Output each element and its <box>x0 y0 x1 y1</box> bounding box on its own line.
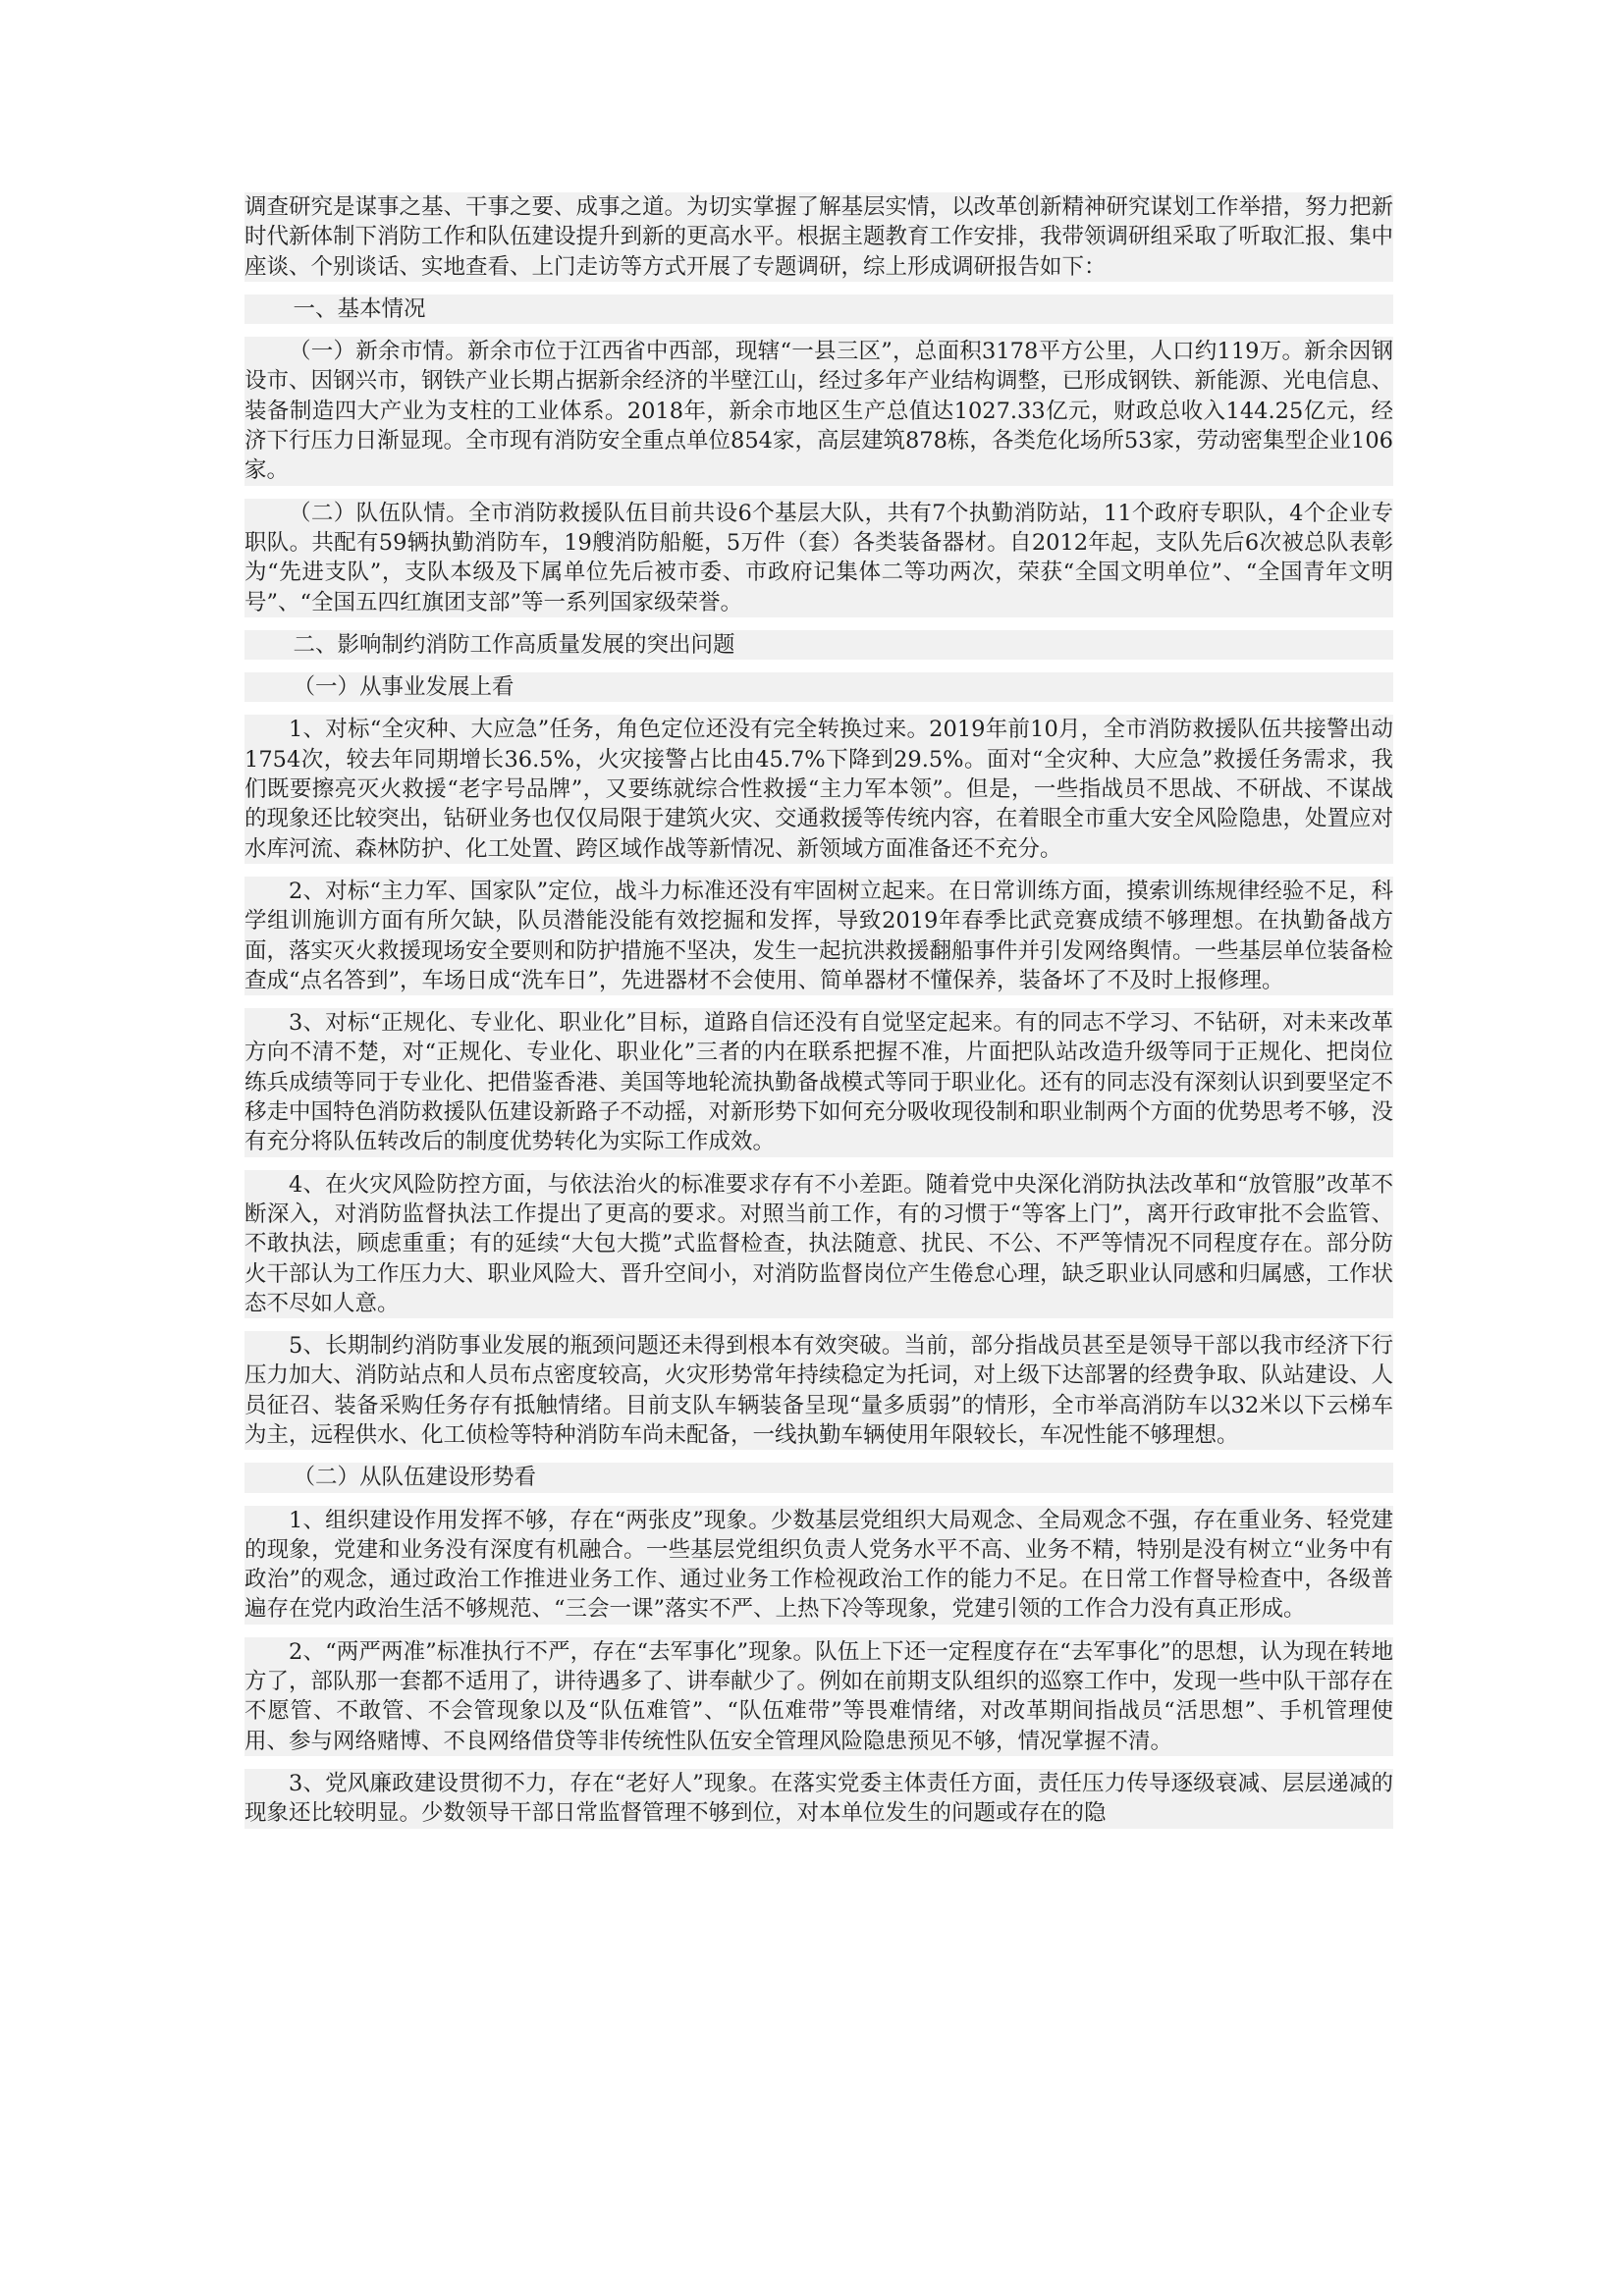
paragraph-item-1: 1、对标“全灾种、大应急”任务，角色定位还没有完全转换过来。2019年前10月，全市消防救援队伍共接警出动1754次，较去年同期增长36.5%，火灾接警占比由45.7%下降到29.5%。面对“全灾种、大应急”救援任务需求，我们既要擦亮灭火救援“老字号品牌”，又要练就综合性救援“主力军本领”。但是，一些指战员不思战、不研战、不谋战的现象还比较突出，钻研业务也仅仅局限于建筑火灾、交通救援等传统内容，在着眼全市重大安全风险隐患，处置应对水库河流、森林防护、化工处置、跨区域作战等新情况、新领域方面准备还不充分。 <box>244 715 1393 863</box>
document-body <box>244 192 1393 1842</box>
paragraph-item-2: 2、对标“主力军、国家队”定位，战斗力标准还没有牢固树立起来。在日常训练方面，摸索训练规律经验不足，科学组训施训方面有所欠缺，队员潜能没能有效挖掘和发挥，导致2019年春季比武竞赛成绩不够理想。在执勤备战方面，落实灭火救援现场安全要则和防护措施不坚决，发生一起抗洪救援翻船事件并引发网络舆情。一些基层单位装备检查成“点名答到”，车场日成“洗车日”，先进器材不会使用、简单器材不懂保养，装备坏了不及时上报修理。 <box>244 877 1393 995</box>
paragraph-item-5: 5、长期制约消防事业发展的瓶颈问题还未得到根本有效突破。当前，部分指战员甚至是领导干部以我市经济下行压力加大、消防站点和人员布点密度较高，火灾形势常年持续稳定为托词，对上级下达部署的经费争取、队站建设、人员征召、装备采购任务存有抵触情绪。目前支队车辆装备呈现“量多质弱”的情形，全市举高消防车以32米以下云梯车为主，远程供水、化工侦检等特种消防车尚未配备，一线执勤车辆使用年限较长，车况性能不够理想。 <box>244 1331 1393 1450</box>
paragraph-team-item-2: 2、“两严两准”标准执行不严，存在“去军事化”现象。队伍上下还一定程度存在“去军事化”的思想，认为现在转地方了，部队那一套都不适用了，讲待遇多了、讲奉献少了。例如在前期支队组织的巡察工作中，发现一些中队干部存在不愿管、不敢管、不会管现象以及“队伍难管”、“队伍难带”等畏难情绪，对改革期间指战员“活思想”、手机管理使用、参与网络赌博、不良网络借贷等非传统性队伍安全管理风险隐患预见不够，情况掌握不清。 <box>244 1637 1393 1756</box>
intro-paragraph: 调查研究是谋事之基、干事之要、成事之道。为切实掌握了解基层实情，以改革创新精神研究谋划工作举措，努力把新时代新体制下消防工作和队伍建设提升到新的更高水平。根据主题教育工作安排，我带领调研组采取了听取汇报、集中座谈、个别谈话、实地查看、上门走访等方式开展了专题调研，综上形成调研报告如下： <box>244 192 1393 282</box>
paragraph-team-overview: （二）队伍队情。全市消防救援队伍目前共设6个基层大队，共有7个执勤消防站，11个政府专职队，4个企业专职队。共配有59辆执勤消防车，19艘消防船艇，5万件（套）各类装备器材。自2012年起，支队先后6次被总队表彰为“先进支队”，支队本级及下属单位先后被市委、市政府记集体二等功两次，荣获“全国文明单位”、“全国青年文明号”、“全国五四红旗团支部”等一系列国家级荣誉。 <box>244 499 1393 617</box>
section-heading-problems: 二、影响制约消防工作高质量发展的突出问题 <box>244 630 1393 660</box>
subsection-heading-team-building: （二）从队伍建设形势看 <box>244 1463 1393 1492</box>
subsection-heading-career-development: （一）从事业发展上看 <box>244 672 1393 702</box>
section-heading-basic-situation: 一、基本情况 <box>244 294 1393 324</box>
paragraph-team-item-1: 1、组织建设作用发挥不够，存在“两张皮”现象。少数基层党组织大局观念、全局观念不强，存在重业务、轻党建的现象，党建和业务没有深度有机融合。一些基层党组织负责人党务水平不高、业务不精，特别是没有树立“业务中有政治”的观念，通过政治工作推进业务工作、通过业务工作检视政治工作的能力不足。在日常工作督导检查中，各级普遍存在党内政治生活不够规范、“三会一课”落实不严、上热下冷等现象，党建引领的工作合力没有真正形成。 <box>244 1506 1393 1625</box>
paragraph-city-overview: （一）新余市情。新余市位于江西省中西部，现辖“一县三区”，总面积3178平方公里，人口约119万。新余因钢设市、因钢兴市，钢铁产业长期占据新余经济的半壁江山，经过多年产业结构调整，已形成钢铁、新能源、光电信息、装备制造四大产业为支柱的工业体系。2018年，新余市地区生产总值达1027.33亿元，财政总收入144.25亿元，经济下行压力日渐显现。全市现有消防安全重点单位854家，高层建筑878栋，各类危化场所53家，劳动密集型企业106家。 <box>244 337 1393 485</box>
paragraph-item-4: 4、在火灾风险防控方面，与依法治火的标准要求存有不小差距。随着党中央深化消防执法改革和“放管服”改革不断深入，对消防监督执法工作提出了更高的要求。对照当前工作，有的习惯于“等客上门”，离开行政审批不会监管、不敢执法，顾虑重重；有的延续“大包大揽”式监督检查，执法随意、扰民、不公、不严等情况不同程度存在。部分防火干部认为工作压力大、职业风险大、晋升空间小，对消防监督岗位产生倦怠心理，缺乏职业认同感和归属感，工作状态不尽如人意。 <box>244 1170 1393 1318</box>
paragraph-team-item-3: 3、党风廉政建设贯彻不力，存在“老好人”现象。在落实党委主体责任方面，责任压力传导逐级衰减、层层递减的现象还比较明显。少数领导干部日常监督管理不够到位，对本单位发生的问题或存在的隐 <box>244 1769 1393 1829</box>
paragraph-item-3: 3、对标“正规化、专业化、职业化”目标，道路自信还没有自觉坚定起来。有的同志不学习、不钻研，对未来改革方向不清不楚，对“正规化、专业化、职业化”三者的内在联系把握不准，片面把队站改造升级等同于正规化、把岗位练兵成绩等同于专业化、把借鉴香港、美国等地轮流执勤备战模式等同于职业化。还有的同志没有深刻认识到要坚定不移走中国特色消防救援队伍建设新路子不动摇，对新形势下如何充分吸收现役制和职业制两个方面的优势思考不够，没有充分将队伍转改后的制度优势转化为实际工作成效。 <box>244 1008 1393 1156</box>
